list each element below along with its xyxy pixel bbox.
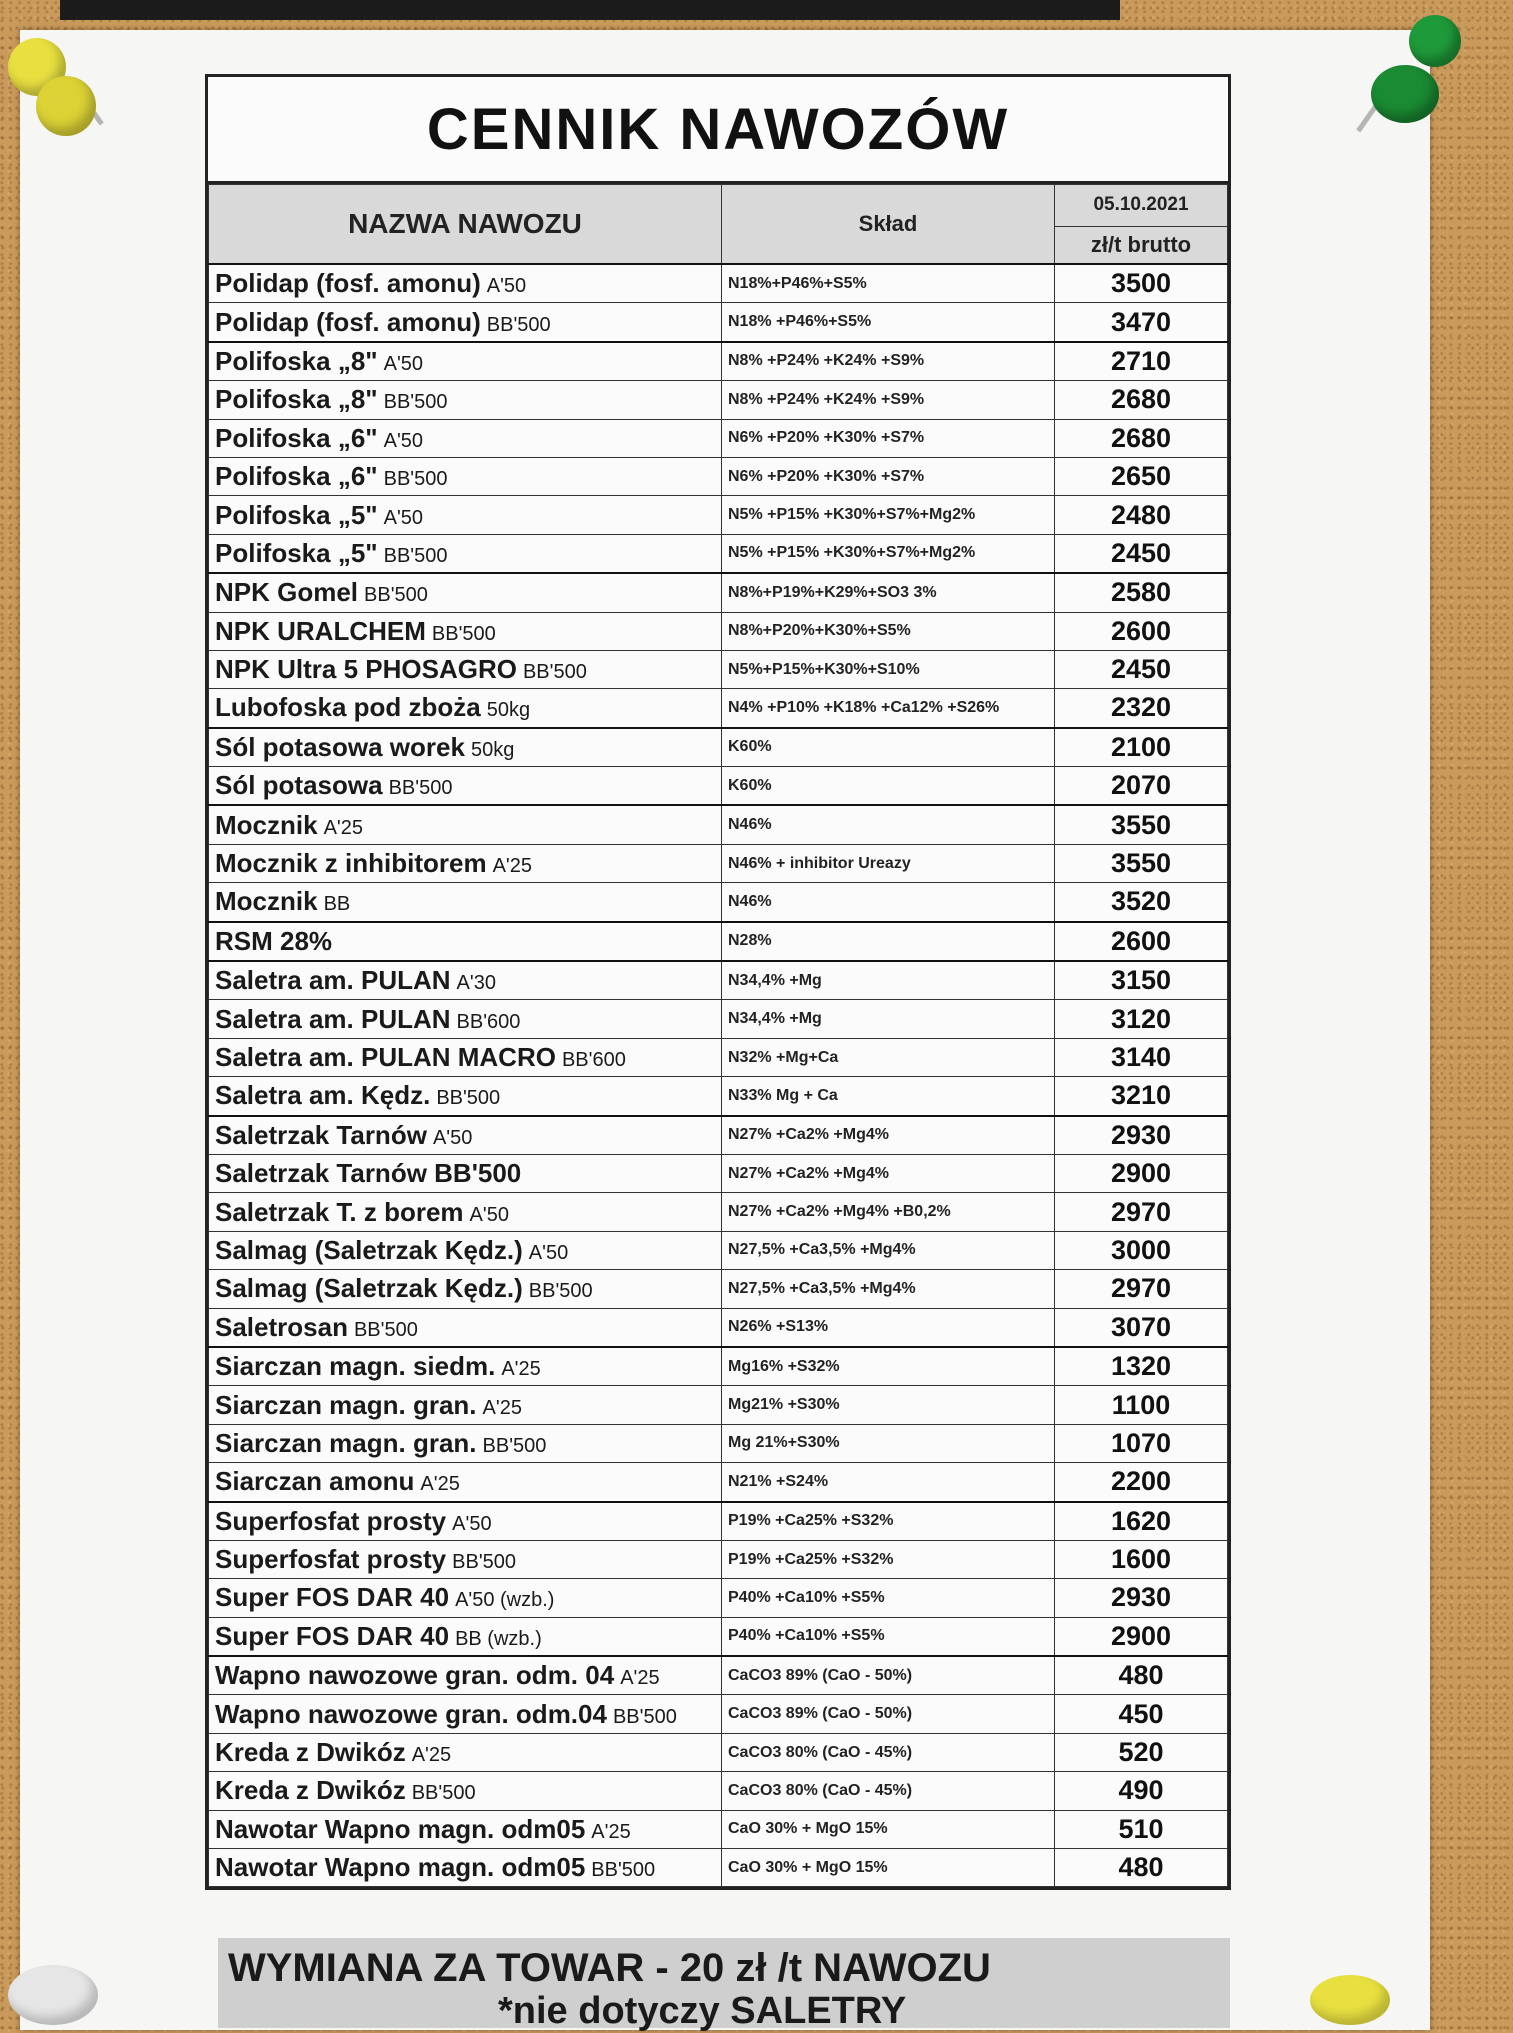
fertilizer-name: Nawotar Wapno magn. odm05 [215,1852,586,1883]
price-cell: 3000 [1055,1231,1228,1269]
fertilizer-name-cell [209,844,722,882]
price-cell: 1600 [1055,1540,1228,1578]
price-cell: 480 [1055,1849,1228,1887]
packaging-label: A'25 [411,1744,452,1767]
table-row [209,1193,1228,1231]
table-row [209,1386,1228,1424]
fertilizer-name: Super FOS DAR 40 [215,1582,450,1613]
table-row [209,573,1228,612]
table-row [209,1810,1228,1848]
price-cell: 3120 [1055,1000,1228,1038]
composition-cell: N34,4% +Mg [722,961,1055,1000]
composition-cell: N6% +P20% +K30% +S7% [722,419,1055,457]
fertilizer-name-cell [209,1038,722,1076]
price-cell: 2450 [1055,534,1228,573]
composition-cell: N46% [722,805,1055,844]
composition-cell: N27,5% +Ca3,5% +Mg4% [722,1270,1055,1308]
column-header-composition: Skład [722,185,1055,265]
table-row [209,496,1228,534]
fertilizer-name-cell [209,1347,722,1386]
composition-cell: K60% [722,728,1055,767]
composition-cell: N46% + inhibitor Ureazy [722,844,1055,882]
fertilizer-name-cell [209,1116,722,1155]
fertilizer-name: Superfosfat prosty [215,1544,447,1575]
price-cell: 1100 [1055,1386,1228,1424]
price-table-frame [205,74,1231,1890]
composition-cell: N5% +P15% +K30%+S7%+Mg2% [722,496,1055,534]
composition-cell: N8% +P24% +K24% +S9% [722,342,1055,381]
packaging-label: BB'500 [486,313,551,336]
fertilizer-name: Polifoska „5" [215,537,378,568]
fertilizer-name: Nawotar Wapno magn. odm05 [215,1813,586,1844]
composition-cell: N5%+P15%+K30%+S10% [722,650,1055,688]
table-row [209,1849,1228,1887]
fertilizer-name-cell [209,419,722,457]
fertilizer-name: NPK Gomel [215,577,359,608]
fertilizer-name-cell [209,573,722,612]
fertilizer-name-cell [209,1308,722,1347]
composition-cell: Mg16% +S32% [722,1347,1055,1386]
fertilizer-name-cell [209,264,722,303]
column-header-date: 05.10.2021 [1055,185,1228,227]
price-cell: 3070 [1055,1308,1228,1347]
fertilizer-name: NPK Ultra 5 PHOSAGRO [215,654,517,685]
column-header-name: NAZWA NAWOZU [209,185,722,265]
price-cell: 2320 [1055,689,1228,728]
packaging-label: BB'500 [411,1782,476,1805]
composition-cell: N46% [722,883,1055,922]
fertilizer-name-cell [209,1579,722,1617]
price-cell: 2970 [1055,1193,1228,1231]
packaging-label: A'50 [452,1512,492,1535]
fertilizer-name: Saletra am. PULAN [215,965,451,996]
packaging-label: A'50 [486,275,527,298]
table-row [209,1000,1228,1038]
composition-cell: N4% +P10% +K18% +Ca12% +S26% [722,689,1055,728]
packaging-label: 50kg [486,699,531,722]
fertilizer-name: Salmag (Saletrzak Kędz.) [215,1273,523,1304]
table-row [209,1154,1228,1192]
packaging-label: A'25 [620,1667,660,1690]
table-row [209,534,1228,573]
table-row [209,922,1228,961]
composition-cell: N27% +Ca2% +Mg4% +B0,2% [722,1193,1055,1231]
fertilizer-name-cell [209,1270,722,1308]
fertilizer-name: Mocznik [215,886,318,917]
page-title: CENNIK NAWOZÓW [208,77,1228,184]
price-cell: 2930 [1055,1116,1228,1155]
column-header-unit: zł/t brutto [1055,226,1228,264]
fertilizer-name: Lubofoska pod zboża [215,692,481,723]
price-cell: 2450 [1055,650,1228,688]
fertilizer-name-cell [209,1772,722,1810]
price-cell: 510 [1055,1810,1228,1848]
table-row [209,1116,1228,1155]
price-cell: 1320 [1055,1347,1228,1386]
composition-cell: P19% +Ca25% +S32% [722,1540,1055,1578]
price-cell: 2900 [1055,1154,1228,1192]
fertilizer-name: Saletrzak Tarnów [215,1119,427,1150]
table-row [209,1733,1228,1771]
fertilizer-name-cell [209,1810,722,1848]
fertilizer-name: Polifoska „6" [215,422,378,453]
composition-cell: N8% +P24% +K24% +S9% [722,381,1055,419]
composition-cell: N26% +S13% [722,1308,1055,1347]
table-row [209,961,1228,1000]
price-cell: 1070 [1055,1424,1228,1462]
fertilizer-name-cell [209,496,722,534]
packaging-label: BB'500 [383,544,448,567]
table-row [209,728,1228,767]
fertilizer-name-cell [209,689,722,728]
composition-cell: P19% +Ca25% +S32% [722,1502,1055,1541]
packaging-label: BB'600 [456,1010,521,1033]
table-row [209,883,1228,922]
price-cell: 2710 [1055,342,1228,381]
fertilizer-name: Saletra am. PULAN MACRO [215,1042,556,1072]
table-row [209,1656,1228,1695]
composition-cell: CaO 30% + MgO 15% [722,1849,1055,1887]
table-row [209,1540,1228,1578]
table-row [209,805,1228,844]
fertilizer-name-cell [209,534,722,573]
composition-cell: P40% +Ca10% +S5% [722,1579,1055,1617]
packaging-label: BB'500 [522,661,587,684]
packaging-label: A'50 [383,429,424,452]
fertilizer-name-cell [209,767,722,806]
fertilizer-name: Saletra am. PULAN [215,1003,451,1034]
price-cell: 3550 [1055,844,1228,882]
price-cell: 3470 [1055,303,1228,342]
price-cell: 3550 [1055,805,1228,844]
fertilizer-name-cell [209,1154,722,1192]
fertilizer-name-cell [209,1077,722,1116]
fertilizer-name: Mocznik z inhibitorem [215,848,487,879]
table-row [209,1695,1228,1733]
fertilizer-name: RSM 28% [215,925,333,956]
price-table-body [209,264,1228,1887]
table-row [209,1308,1228,1347]
price-cell: 2580 [1055,573,1228,612]
fertilizer-name: Mocznik [215,809,318,840]
fertilizer-name: Polidap (fosf. amonu) [215,268,481,299]
fertilizer-name: Kreda z Dwikóz [215,1737,406,1768]
fertilizer-name: Siarczan magn. gran. [215,1427,477,1458]
fertilizer-name-cell [209,1502,722,1541]
price-cell: 2680 [1055,419,1228,457]
fertilizer-name: Polifoska „8" [215,345,378,376]
packaging-label: BB'600 [561,1049,626,1071]
top-banner-strip [60,0,1120,20]
price-cell: 480 [1055,1656,1228,1695]
fertilizer-name-cell [209,303,722,342]
table-row [209,650,1228,688]
footer-line-exchange: WYMIANA ZA TOWAR - 20 zł /t NAWOZU [228,1946,991,1990]
packaging-label: A'25 [492,855,532,878]
fertilizer-name-cell [209,457,722,495]
price-cell: 3140 [1055,1038,1228,1076]
table-row [209,689,1228,728]
fertilizer-name: Saletrzak Tarnów BB'500 [215,1158,522,1189]
fertilizer-name: Kreda z Dwikóz [215,1775,406,1806]
fertilizer-name-cell [209,342,722,381]
composition-cell: N6% +P20% +K30% +S7% [722,457,1055,495]
fertilizer-name-cell [209,883,722,922]
price-cell: 3500 [1055,264,1228,303]
packaging-label: A'50 [469,1203,509,1226]
composition-cell: CaCO3 89% (CaO - 50%) [722,1656,1055,1695]
packaging-label: BB'500 [591,1859,656,1882]
fertilizer-name-cell [209,1695,722,1733]
packaging-label: A'25 [591,1820,631,1843]
composition-cell: N27% +Ca2% +Mg4% [722,1154,1055,1192]
table-row [209,1270,1228,1308]
packaging-label: A'50 [383,506,424,529]
price-cell: 3150 [1055,961,1228,1000]
fertilizer-name: Super FOS DAR 40 [215,1620,450,1651]
table-row [209,342,1228,381]
price-cell: 2100 [1055,728,1228,767]
packaging-label: BB'500 [383,468,448,491]
fertilizer-name-cell [209,1424,722,1462]
price-cell: 490 [1055,1772,1228,1810]
packaging-label: A'50 (wzb.) [455,1589,555,1612]
fertilizer-name-cell [209,1617,722,1656]
table-row [209,303,1228,342]
table-row [209,1038,1228,1076]
table-row [209,1077,1228,1116]
price-table [208,184,1228,1887]
table-row [209,1617,1228,1656]
fertilizer-name-cell [209,1656,722,1695]
fertilizer-name-cell [209,922,722,961]
table-row [209,1502,1228,1541]
fertilizer-name: Saletrzak T. z borem [215,1196,464,1227]
table-row [209,1579,1228,1617]
fertilizer-name: Siarczan amonu [215,1466,415,1497]
price-cell: 1620 [1055,1502,1228,1541]
composition-cell: CaCO3 89% (CaO - 50%) [722,1695,1055,1733]
packaging-label: A'25 [323,816,363,839]
fertilizer-name-cell [209,1231,722,1269]
table-row [209,767,1228,806]
fertilizer-name: Polidap (fosf. amonu) [215,306,481,337]
price-cell: 2680 [1055,381,1228,419]
price-cell: 2650 [1055,457,1228,495]
packaging-label: BB'500 [612,1705,677,1728]
price-cell: 3520 [1055,883,1228,922]
packaging-label: A'25 [420,1473,460,1496]
table-row [209,1347,1228,1386]
packaging-label: A'50 [528,1241,569,1264]
table-row [209,612,1228,650]
fertilizer-name-cell [209,1386,722,1424]
price-cell: 2480 [1055,496,1228,534]
fertilizer-name: Siarczan magn. siedm. [215,1351,496,1382]
table-row [209,419,1228,457]
table-row [209,457,1228,495]
table-row [209,381,1228,419]
fertilizer-name: Salmag (Saletrzak Kędz.) [215,1234,523,1265]
composition-cell: Mg 21%+S30% [722,1424,1055,1462]
packaging-label: BB [323,893,351,916]
fertilizer-name: Saletrosan [215,1311,348,1342]
composition-cell: P40% +Ca10% +S5% [722,1617,1055,1656]
fertilizer-name-cell [209,1000,722,1038]
composition-cell: N34,4% +Mg [722,1000,1055,1038]
composition-cell: CaO 30% + MgO 15% [722,1810,1055,1848]
fertilizer-name-cell [209,612,722,650]
fertilizer-name: Polifoska „8" [215,384,378,415]
price-cell: 520 [1055,1733,1228,1771]
packaging-label: A'25 [482,1396,522,1419]
fertilizer-name: Saletra am. Kędz. [215,1080,431,1111]
table-row [209,1231,1228,1269]
packaging-label: A'50 [432,1126,473,1149]
packaging-label: A'50 [383,352,424,375]
fertilizer-name-cell [209,1193,722,1231]
composition-cell: N21% +S24% [722,1463,1055,1502]
footer-line-exclusion: *nie dotyczy SALETRY [498,1990,907,2032]
fertilizer-name-cell [209,1849,722,1887]
price-cell: 2900 [1055,1617,1228,1656]
composition-cell: N8%+P19%+K29%+SO3 3% [722,573,1055,612]
packaging-label: BB'500 [436,1087,501,1110]
fertilizer-name: Sól potasowa [215,770,383,801]
composition-cell: N32% +Mg+Ca [722,1038,1055,1076]
fertilizer-name: Polifoska „6" [215,461,378,492]
fertilizer-name: Siarczan magn. gran. [215,1389,477,1420]
price-cell: 2930 [1055,1579,1228,1617]
fertilizer-name: Sól potasowa worek [215,731,465,762]
fertilizer-name-cell [209,1463,722,1502]
packaging-label: A'30 [456,972,496,995]
price-cell: 2970 [1055,1270,1228,1308]
price-cell: 2200 [1055,1463,1228,1502]
composition-cell: N27% +Ca2% +Mg4% [722,1116,1055,1155]
packaging-label: 50kg [470,738,515,761]
composition-cell: N8%+P20%+K30%+S5% [722,612,1055,650]
composition-cell: N28% [722,922,1055,961]
composition-cell: N33% Mg + Ca [722,1077,1055,1116]
fertilizer-name-cell [209,961,722,1000]
fertilizer-name-cell [209,805,722,844]
composition-cell: K60% [722,767,1055,806]
table-row [209,264,1228,303]
composition-cell: CaCO3 80% (CaO - 45%) [722,1733,1055,1771]
table-row [209,1463,1228,1502]
composition-cell: CaCO3 80% (CaO - 45%) [722,1772,1055,1810]
price-cell: 2600 [1055,612,1228,650]
packaging-label: BB (wzb.) [455,1627,542,1650]
packaging-label: BB'500 [353,1318,418,1341]
fertilizer-name-cell [209,1733,722,1771]
composition-cell: N5% +P15% +K30%+S7%+Mg2% [722,534,1055,573]
fertilizer-name-cell [209,650,722,688]
packaging-label: BB'500 [528,1280,593,1303]
table-row [209,844,1228,882]
table-row [209,1424,1228,1462]
composition-cell: N27,5% +Ca3,5% +Mg4% [722,1231,1055,1269]
fertilizer-name: Polifoska „5" [215,499,378,530]
packaging-label: BB'500 [364,584,428,607]
packaging-label: BB'500 [388,777,453,800]
fertilizer-name: Wapno nawozowe gran. odm.04 [215,1698,607,1729]
packaging-label: A'25 [501,1358,541,1381]
price-cell: 2600 [1055,922,1228,961]
packaging-label: BB'500 [452,1551,517,1574]
composition-cell: N18%+P46%+S5% [722,264,1055,303]
fertilizer-name-cell [209,728,722,767]
fertilizer-name: Superfosfat prosty [215,1505,447,1536]
price-cell: 450 [1055,1695,1228,1733]
fertilizer-name: NPK URALCHEM [215,615,426,646]
fertilizer-name-cell [209,381,722,419]
packaging-label: BB'500 [482,1434,547,1457]
fertilizer-name-cell [209,1540,722,1578]
packaging-label: BB'500 [431,622,496,645]
table-row [209,1772,1228,1810]
price-cell: 3210 [1055,1077,1228,1116]
packaging-label: BB'500 [383,391,448,414]
composition-cell: Mg21% +S30% [722,1386,1055,1424]
price-cell: 2070 [1055,767,1228,806]
fertilizer-name: Wapno nawozowe gran. odm. 04 [215,1660,615,1691]
composition-cell: N18% +P46%+S5% [722,303,1055,342]
